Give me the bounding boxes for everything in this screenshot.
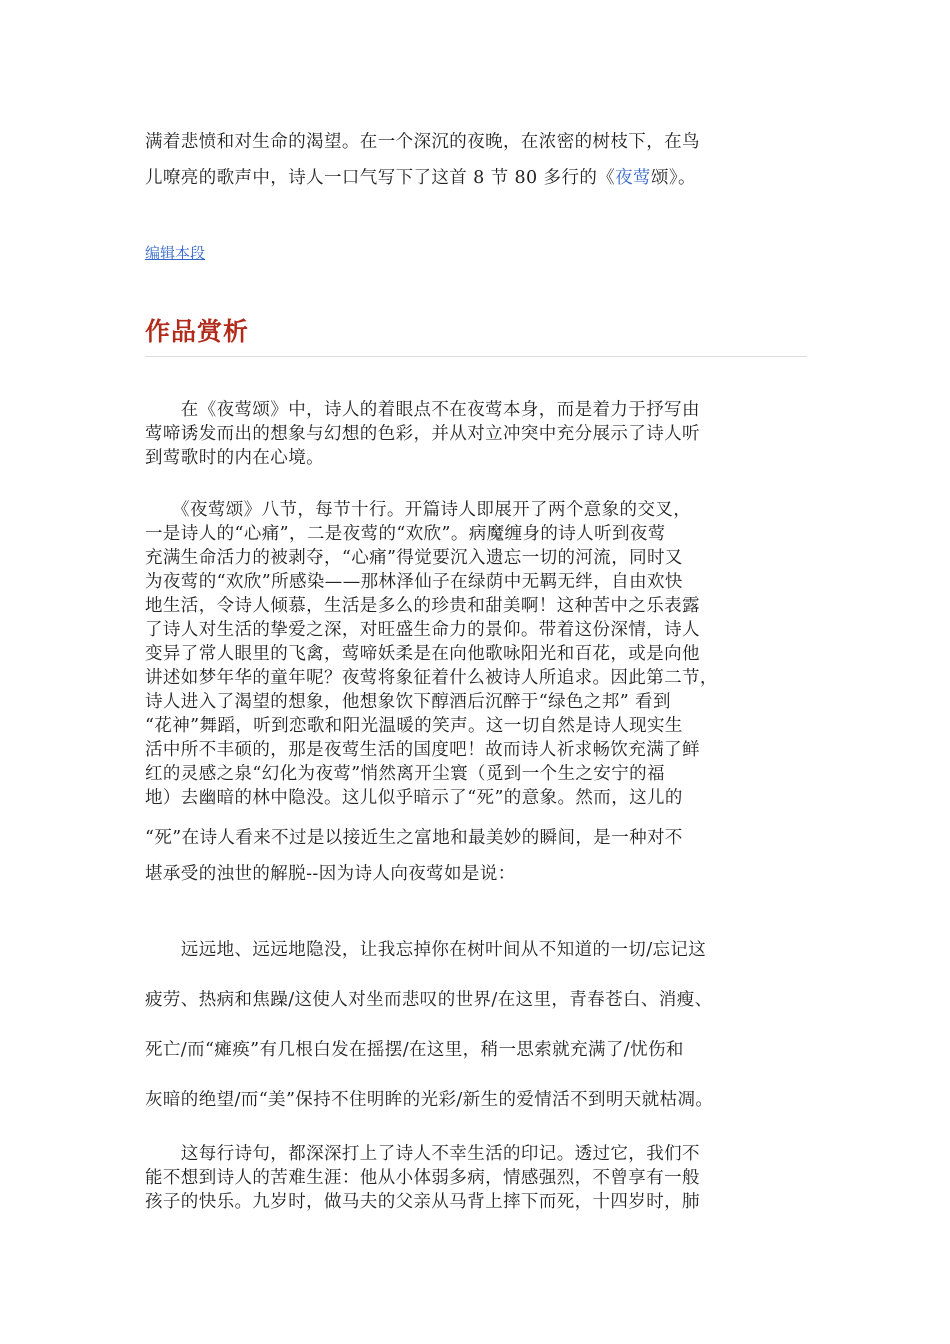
edit-section-link[interactable]: 编辑本段 bbox=[145, 244, 206, 262]
intro-line: 满着悲愤和对生命的渴望。在一个深沉的夜晚，在浓密的树枝下，在鸟 bbox=[145, 132, 700, 152]
poem-line: 疲劳、热病和焦躁/这使人对坐而悲叹的世界/在这里，青春苍白、消瘦、 bbox=[145, 990, 713, 1010]
analysis-paragraph-2 bbox=[145, 498, 805, 810]
paragraph-line: 到莺歌时的内在心境。 bbox=[145, 448, 324, 468]
paragraph-line: 能不想到诗人的苦难生涯：他从小体弱多病，情感强烈，不曾享有一般 bbox=[145, 1168, 700, 1188]
intro-text: 儿嘹亮的歌声中，诗人一口气写下了这首 8 节 80 多行的《 bbox=[145, 168, 616, 188]
paragraph-line: “花神”舞蹈，听到恋歌和阳光温暖的笑声。这一切自然是诗人现实生 bbox=[145, 716, 683, 736]
analysis-paragraph-1 bbox=[145, 398, 805, 470]
analysis-paragraph-3 bbox=[145, 1142, 805, 1214]
paragraph-line: 变异了常人眼里的飞禽，莺啼妖柔是在向他歌咏阳光和百花，或是向他 bbox=[145, 644, 700, 664]
paragraph-line: 一是诗人的“心痛”，二是夜莺的“欢欣”。病魔缠身的诗人听到夜莺 bbox=[145, 524, 666, 544]
paragraph-line: 红的灵感之泉“幻化为夜莺”悄然离开尘寰（觅到一个生之安宁的福 bbox=[145, 764, 665, 784]
paragraph-line: 莺啼诱发而出的想象与幻想的色彩，并从对立冲突中充分展示了诗人听 bbox=[145, 424, 700, 444]
nightingale-link[interactable]: 夜莺 bbox=[615, 168, 651, 188]
paragraph-line: 诗人进入了渴望的想象，他想象饮下醇酒后沉醉于“绿色之邦” 看到 bbox=[145, 692, 671, 712]
paragraph-line: 孩子的快乐。九岁时，做马夫的父亲从马背上摔下而死，十四岁时，肺 bbox=[145, 1192, 700, 1212]
paragraph-line: 这每行诗句，都深深打上了诗人不幸生活的印记。透过它，我们不 bbox=[145, 1144, 700, 1164]
poem-quote bbox=[145, 925, 805, 1125]
paragraph-line: 地生活，令诗人倾慕，生活是多么的珍贵和甜美啊！这种苦中之乐表露 bbox=[145, 596, 700, 616]
intro-text: 颂》。 bbox=[650, 168, 696, 188]
paragraph-line: 充满生命活力的被剥夺，“心痛”得觉要沉入遗忘一切的河流，同时又 bbox=[145, 548, 683, 568]
section-heading: 作品赏析 bbox=[145, 317, 250, 346]
poem-line: 死亡/而“瘫痪”有几根白发在摇摆/在这里，稍一思索就充满了/忧伤和 bbox=[145, 1040, 684, 1060]
paragraph-line: 讲述如梦年华的童年呢？夜莺将象征着什么被诗人所追求。因此第二节， bbox=[145, 668, 718, 688]
paragraph-line: 为夜莺的“欢欣”所感染——那林泽仙子在绿荫中无羁无绊，自由欢快 bbox=[145, 572, 683, 592]
poem-line: 灰暗的绝望/而“美”保持不住明眸的光彩/新生的爱情活不到明天就枯凋。 bbox=[145, 1090, 714, 1110]
paragraph-line: 堪承受的浊世的解脱--因为诗人向夜莺如是说： bbox=[145, 864, 516, 884]
paragraph-line: 了诗人对生活的挚爱之深，对旺盛生命力的景仰。带着这份深情，诗人 bbox=[145, 620, 700, 640]
intro-line bbox=[145, 160, 815, 196]
intro-paragraph bbox=[145, 124, 815, 196]
section-divider bbox=[145, 356, 807, 357]
paragraph-line: 《夜莺颂》八节，每节十行。开篇诗人即展开了两个意象的交叉， bbox=[145, 500, 692, 520]
paragraph-line: 地）去幽暗的林中隐没。这儿似乎暗示了“死”的意象。然而，这儿的 bbox=[145, 788, 683, 808]
paragraph-line: “死”在诗人看来不过是以接近生之富地和最美妙的瞬间，是一种对不 bbox=[145, 828, 683, 848]
paragraph-line: 活中所不丰硕的，那是夜莺生活的国度吧！故而诗人祈求畅饮充满了鲜 bbox=[145, 740, 700, 760]
paragraph-line: 在《夜莺颂》中，诗人的着眼点不在夜莺本身，而是着力于抒写由 bbox=[145, 400, 700, 420]
analysis-paragraph-2-tail bbox=[145, 820, 805, 892]
poem-line: 远远地、远远地隐没，让我忘掉你在树叶间从不知道的一切/忘记这 bbox=[145, 940, 707, 960]
